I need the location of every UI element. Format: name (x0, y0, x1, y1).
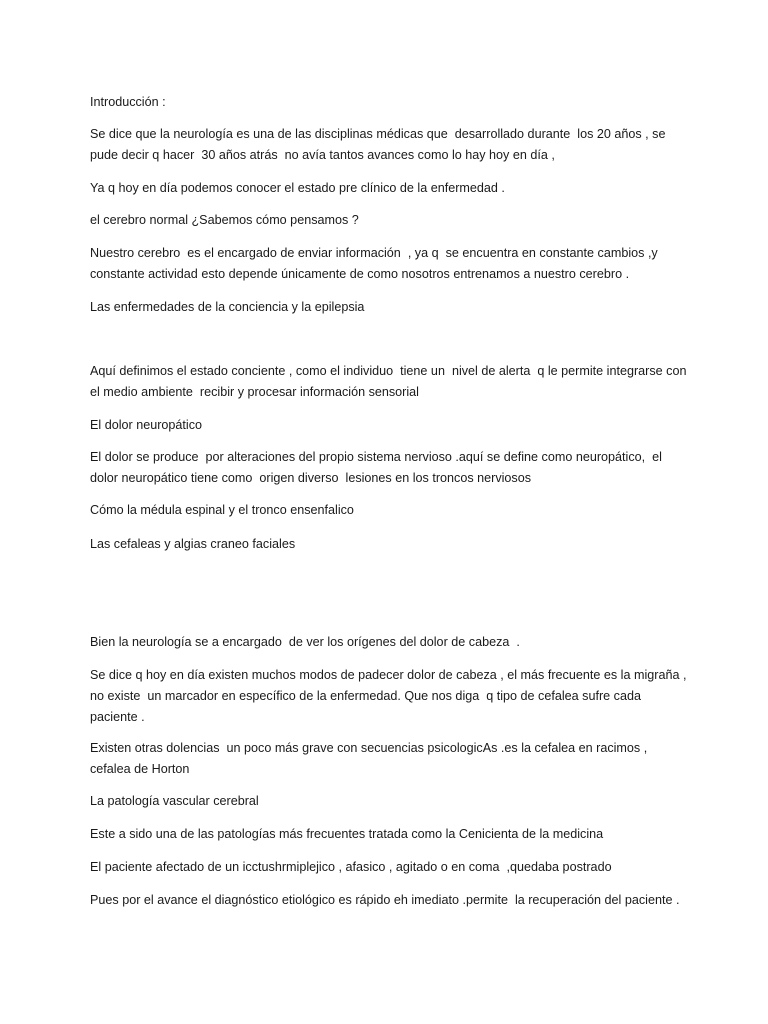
paragraph-modos-padecer: Se dice q hoy en día existen muchos modos de padecer dolor de cabeza , el más frecuente es la migraña , no existe un marcador en específico de la enfermedad. Que nos diga q tipo de cefalea sufre cada paciente . (90, 668, 690, 724)
paragraph-neurologia: Se dice que la neurología es una de las disciplinas médicas que desarrollado durante los 20 años , se pude decir q hacer 30 años atrás no avía tantos avances como lo hay hoy en día , (90, 127, 669, 162)
paragraph-estado-preclinico: Ya q hoy en día podemos conocer el estado pre clínico de la enfermedad . (90, 181, 505, 195)
paragraph-dolor-cabeza: Bien la neurología se a encargado de ver los orígenes del dolor de cabeza . (90, 635, 520, 649)
paragraph-enfermedades-conciencia: Las enfermedades de la conciencia y la epilepsia (90, 300, 365, 314)
paragraph-estado-conciente: Aquí definimos el estado conciente , como el individuo tiene un nivel de alerta q le permite integrarse con el medio ambiente recibir y procesar información sensorial (90, 364, 690, 399)
paragraph-cenicienta: Este a sido una de las patologías más frecuentes tratada como la Cenicienta de la medicina (90, 827, 604, 841)
paragraph-medula-espinal: Cómo la médula espinal y el tronco ensenfalico (90, 503, 354, 517)
paragraph-patologia-vascular: La patología vascular cerebral (90, 794, 259, 808)
paragraph-dolor-neuropatico: El dolor se produce por alteraciones del propio sistema nervioso .aquí se define como neuropático, el dolor neuropático tiene como origen diverso lesiones en los troncos nerviosos (90, 450, 666, 485)
paragraph-diagnostico: Pues por el avance el diagnóstico etiológico es rápido eh imediato .permite la recuperación del paciente . (90, 893, 680, 907)
paragraph-paciente-afectado: El paciente afectado de un icctushrmiplejico , afasico , agitado o en coma ,quedaba postrado (90, 860, 612, 874)
paragraph-cerebro-normal: el cerebro normal ¿Sabemos cómo pensamos ? (90, 213, 359, 227)
paragraph-otras-dolencias: Existen otras dolencias un poco más grave con secuencias psicologicAs .es la cefalea en racimos , cefalea de Horton (90, 741, 651, 776)
paragraph-dolor-neuropatico-title: El dolor neuropático (90, 418, 203, 432)
heading-introduccion: Introducción : (90, 95, 166, 109)
paragraph-cefaleas: Las cefaleas y algias craneo faciales (90, 537, 296, 551)
paragraph-nuestro-cerebro: Nuestro cerebro es el encargado de enviar información , ya q se encuentra en constante cambios ,y constante actividad esto depende únicamente de como nosotros entrenamos a nuestro cerebro . (90, 246, 662, 281)
